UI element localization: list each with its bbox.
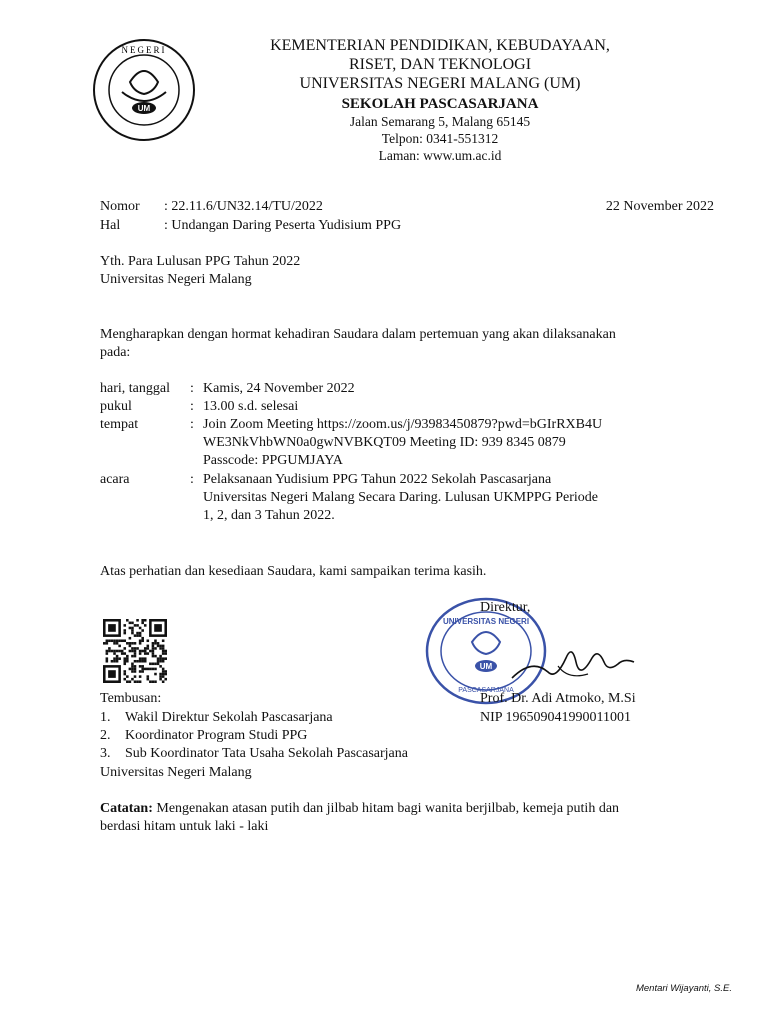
letter-date: 22 November 2022 (605, 199, 714, 214)
detail-colon: : (190, 381, 194, 396)
ministry-line-1: KEMENTERIAN PENDIDIKAN, KEBUDAYAAN, (270, 37, 610, 54)
intro-line-2: pada: (100, 345, 131, 360)
detail-value-event-1: Pelaksanaan Yudisium PPG Tahun 2022 Sekolah Pascasarjana (203, 472, 552, 487)
recipient-line-1: Yth. Para Lulusan PPG Tahun 2022 (100, 254, 301, 269)
phone: Telpon: 0341-551312 (381, 131, 499, 146)
cc-item-num: 3. (100, 746, 111, 761)
university-name: UNIVERSITAS NEGERI MALANG (UM) (299, 75, 581, 92)
detail-value-place-2: WE3NkVhbWN0a0gwNVBKQT09 Meeting ID: 939 8345 0879 (203, 435, 566, 450)
detail-colon: : (190, 417, 194, 432)
nomor-label: Nomor (100, 199, 140, 214)
cc-footer-line: Universitas Negeri Malang (100, 765, 252, 780)
intro-line-1: Mengharapkan dengan hormat kehadiran Saudara dalam pertemuan yang akan dilaksanakan (100, 327, 616, 342)
nomor-value: : 22.11.6/UN32.14/TU/2022 (164, 199, 323, 214)
detail-colon: : (190, 399, 194, 414)
cc-item-num: 1. (100, 710, 111, 725)
signature-title: Direktur, (480, 600, 531, 615)
svg-text:UM: UM (479, 662, 493, 671)
recipient-line-2: Universitas Negeri Malang (100, 272, 252, 287)
cc-heading: Tembusan: (100, 691, 162, 706)
svg-text:NEGERI: NEGERI (121, 45, 167, 55)
note-label: Catatan: (100, 801, 153, 816)
cc-item-text: Wakil Direktur Sekolah Pascasarjana (125, 710, 333, 725)
note-line-2: berdasi hitam untuk laki - laki (100, 819, 269, 834)
detail-value-time: 13.00 s.d. selesai (203, 399, 299, 414)
detail-value-place-3: Passcode: PPGUMJAYA (203, 453, 343, 468)
detail-label-date: hari, tanggal (100, 381, 170, 396)
detail-value-date: Kamis, 24 November 2022 (203, 381, 355, 396)
cc-item-num: 2. (100, 728, 111, 743)
closing-text: Atas perhatian dan kesediaan Saudara, kami sampaikan terima kasih. (100, 564, 487, 579)
note-line-1 (100, 800, 619, 818)
school-name: SEKOLAH PASCASARJANA (341, 96, 539, 112)
cc-item-text: Sub Koordinator Tata Usaha Sekolah Pascasarjana (125, 746, 408, 761)
address: Jalan Semarang 5, Malang 65145 (349, 114, 531, 129)
ministry-line-2: RISET, DAN TEKNOLOGI (348, 56, 532, 73)
university-seal-logo (92, 38, 196, 142)
svg-text:UNIVERSITAS NEGERI: UNIVERSITAS NEGERI (442, 617, 530, 626)
footer-author: Mentari Wijayanti, S.E. (635, 983, 732, 994)
detail-label-event: acara (100, 472, 130, 487)
detail-value-event-3: 1, 2, dan 3 Tahun 2022. (203, 508, 335, 523)
signatory-name: Prof. Dr. Adi Atmoko, M.Si (480, 691, 636, 706)
website: Laman: www.um.ac.id (378, 148, 502, 163)
detail-colon: : (190, 472, 194, 487)
handwritten-signature (508, 630, 638, 690)
detail-value-event-2: Universitas Negeri Malang Secara Daring. Lulusan UKMPPG Periode (203, 490, 599, 505)
hal-value: : Undangan Daring Peserta Yudisium PPG (164, 218, 402, 233)
detail-label-place: tempat (100, 417, 139, 432)
cc-item-text: Koordinator Program Studi PPG (125, 728, 308, 743)
detail-label-time: pukul (100, 399, 132, 414)
svg-text:UM: UM (137, 104, 151, 113)
qr-code (103, 619, 167, 683)
hal-label: Hal (100, 218, 121, 233)
svg-text:PASCASARJANA: PASCASARJANA (458, 687, 514, 694)
signatory-nip: NIP 196509041990011001 (480, 710, 632, 725)
note-text-1: Mengenakan atasan putih dan jilbab hitam bagi wanita berjilbab, kemeja putih dan (152, 801, 620, 816)
detail-value-place-1: Join Zoom Meeting https://zoom.us/j/93983450879?pwd=bGIrRXB4U (203, 417, 603, 432)
